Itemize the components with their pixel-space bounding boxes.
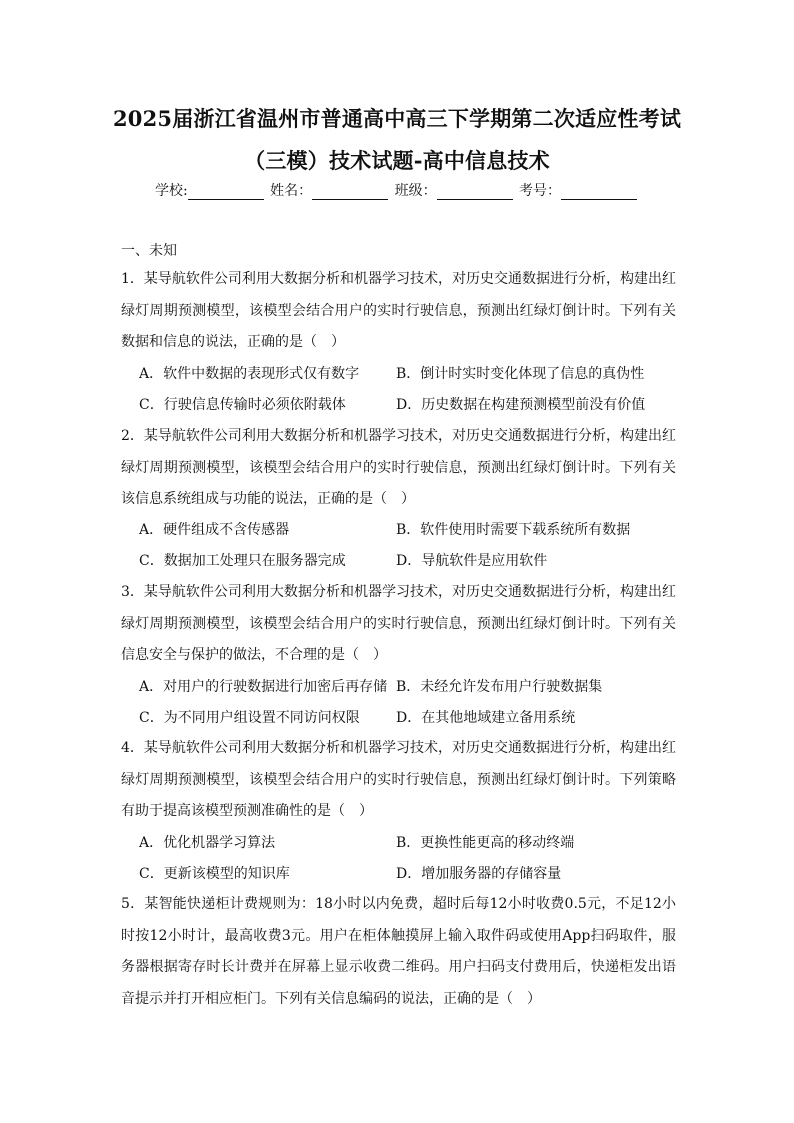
name-label: 姓名：: [270, 183, 313, 199]
question-3-option-a[interactable]: A．对用户的行驶数据进行加密后再存储: [139, 678, 388, 695]
question-4-option-b[interactable]: B．更换性能更高的移动终端: [396, 834, 575, 851]
question-1-option-d[interactable]: D．历史数据在构建预测模型前没有价值: [396, 397, 646, 414]
question-3-stem: 3．某导航软件公司利用大数据分析和机器学习技术，对历史交通数据进行分析，构建出红绿灯周期预测模型，该模型会结合用户的实时行驶信息，预测出红绿灯倒计时。下列有关信息安全与保护的做法，不合理的是（ ）: [121, 584, 676, 664]
question-4-option-c[interactable]: C．更新该模型的知识库: [139, 866, 290, 883]
question-1-stem: 1．某导航软件公司利用大数据分析和机器学习技术，对历史交通数据进行分析，构建出红绿灯周期预测模型，该模型会结合用户的实时行驶信息，预测出红绿灯倒计时。下列有关数据和信息的说法，正确的是（ ）: [121, 271, 676, 351]
question-3-options: [139, 670, 679, 733]
question-5-stem: 5．某智能快递柜计费规则为：18小时以内免费，超时后每12小时收费0.5元，不足12小时按12小时计，最高收费3元。用户在柜体触摸屏上输入取件码或使用App扫码取件，服务器根据寄存时长计费并在屏幕上显示收费二维码。用户扫码支付费用后，快递柜发出语音提示并打开相应柜门。下列有关信息编码的说法，正确的是（ ）: [121, 896, 676, 1007]
name-blank[interactable]: [312, 185, 388, 200]
school-label: 学校:: [154, 183, 188, 199]
question-3-option-c[interactable]: C．为不同用户组设置不同访问权限: [139, 710, 360, 727]
student-info-row: [0, 180, 794, 200]
exam-number-blank[interactable]: [561, 185, 637, 200]
question-3-option-b[interactable]: B．未经允许发布用户行驶数据集: [396, 678, 603, 695]
question-2-option-d[interactable]: D．导航软件是应用软件: [396, 553, 548, 570]
question-2-options: [139, 513, 679, 576]
question-4-stem: 4．某导航软件公司利用大数据分析和机器学习技术，对历史交通数据进行分析，构建出红绿灯周期预测模型，该模型会结合用户的实时行驶信息，预测出红绿灯倒计时。下列策略有助于提高该模型预测准确性的是（ ）: [121, 740, 676, 820]
question-4-option-a[interactable]: A．优化机器学习算法: [139, 834, 276, 851]
question-2-stem: 2．某导航软件公司利用大数据分析和机器学习技术，对历史交通数据进行分析，构建出红绿灯周期预测模型，该模型会结合用户的实时行驶信息，预测出红绿灯倒计时。下列有关该信息系统组成与功能的说法，正确的是（ ）: [121, 428, 676, 508]
question-2-option-b[interactable]: B．软件使用时需要下载系统所有数据: [396, 521, 631, 538]
question-4-option-d[interactable]: D．增加服务器的存储容量: [396, 866, 562, 883]
question-2-option-c[interactable]: C．数据加工处理只在服务器完成: [139, 553, 346, 570]
exam-title-line1: 2025届浙江省温州市普通高中高三下学期第二次适应性考试: [112, 106, 682, 131]
school-blank[interactable]: [188, 185, 264, 200]
question-1-option-a[interactable]: A．软件中数据的表现形式仅有数字: [139, 365, 360, 382]
class-blank[interactable]: [437, 185, 513, 200]
section-heading: 一、未知: [121, 243, 177, 259]
question-1-options: [139, 357, 679, 420]
question-1-option-c[interactable]: C．行驶信息传输时必须依附载体: [139, 397, 346, 414]
class-label: 班级：: [394, 183, 437, 199]
question-1-option-b[interactable]: B．倒计时实时变化体现了信息的真伪性: [396, 365, 645, 382]
question-2-option-a[interactable]: A．硬件组成不含传感器: [139, 521, 290, 538]
exam-title-line2: （三模）技术试题-高中信息技术: [244, 148, 550, 173]
exam-number-label: 考号：: [519, 183, 562, 199]
question-4-options: [139, 826, 679, 889]
question-3-option-d[interactable]: D．在其他地域建立备用系统: [396, 710, 576, 727]
